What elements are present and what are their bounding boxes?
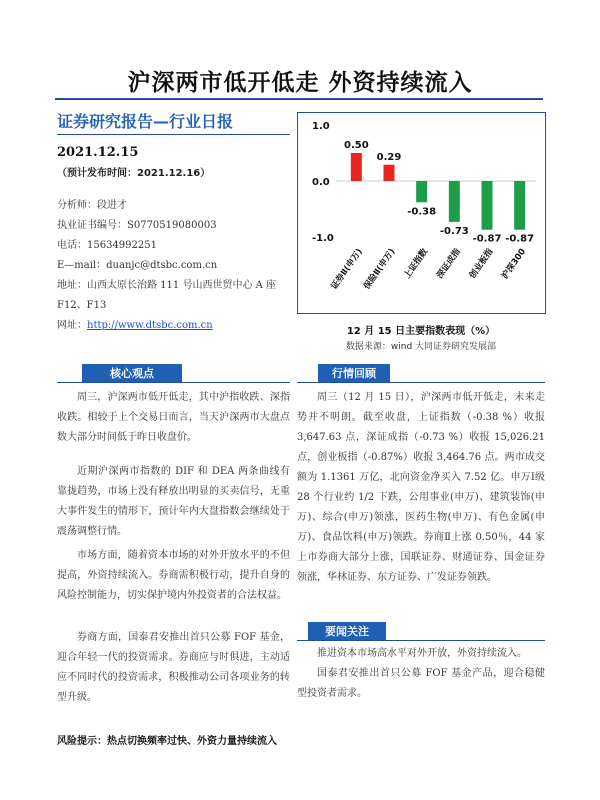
publish-time: （预计发布时间：2021.12.16） [57,168,211,179]
report-type: 证券研究报告—行业日报 [57,112,234,131]
analyst-address: 地址：山西太原长治路 111 号山西世贸中心 A 座 [57,280,277,291]
analyst-license: 执业证书编号：S0770519080003 [57,220,217,231]
news-item-1: 推进资本市场高水平对外开放，外资持续流入。 [317,648,527,659]
title-divider [55,98,543,100]
section-divider-core [57,382,290,383]
category-label: 创业板指 [467,246,496,281]
data-label: -0.38 [407,206,437,218]
report-date: 2021.12.15 [57,145,139,160]
category-label: 上证指数 [402,246,431,281]
website-link[interactable]: http://www.dtsbc.com.cn [87,320,213,331]
bar [482,181,493,230]
section-tab-news: 要闻关注 [308,622,386,641]
category-label: 深证成指 [435,246,463,281]
data-label: -0.87 [505,233,535,245]
core-paragraph-3: 市场方面，随着资本市场的对外开放水平的不但提高，外资持续流入。券商需积极行动，提升自身的风险控制能力，切实保护境内外投资者的合法权益。 [57,550,290,601]
bar [514,181,525,230]
category-label: 保险Ⅱ(申万) [362,246,398,292]
section-divider-market [297,382,545,383]
chart-source: 数据来源：wind 大同证券研究发展部 [345,342,497,352]
analyst-email: E—mail：duanjc@dtsbc.com.cn [57,260,218,271]
y-tick-label: 1.0 [312,121,330,132]
market-review-paragraph: 周三（12 月 15 日），沪深两市低开低走，未来走势并不明朗。截至收盘，上证指数（-0.38 %）收报 3,647.63 点，深证成指（-0.73 %）收报 15,026.21 点，创业板指（-0.87%）收报 3,464.76 点。两市成交额为 1.1361 万亿，北向资金净买入 7.52 亿。申万Ⅰ级 28 个行业约 1/2 下跌，公用事业(申万)、建筑装饰(申万)、综合(申万)领涨，医药生物(申万)、有色金属(申万)、食品饮料(申万)领跌。券商Ⅱ上涨 0.50％，44 家上市券商大部分上涨，国联证券、财通证券、国金证券领涨，华林证券、东方证券、广发证券领跌。 [297,392,545,583]
website-label: 网址： [57,320,87,331]
core-paragraph-1: 周三，沪深两市低开低走，其中沪指收跌、深指收跌。相较于上个交易日而言，当天沪深两市大盘点数大部分时间低于昨日收盘价。 [57,392,290,443]
section-tab-core: 核心观点 [82,364,182,383]
page-title: 沪深两市低开低走 外资持续流入 [127,70,473,96]
news-item-2: 国泰君安推出首只公募 FOF 基金产品，迎合稳健型投资者需求。 [297,668,545,699]
bar [351,153,362,181]
category-label: 沪深300 [500,246,529,282]
y-tick-label: -1.0 [312,233,334,244]
core-paragraph-2: 近期沪深两市指数的 DIF 和 DEA 两条曲线有靠拢趋势，市场上没有释放出明显的买卖信号，无重大事件发生的情形下，预计年内大盘指数会继续处于震荡调整行情。 [57,466,290,537]
report-type-divider [57,134,290,135]
bar [449,181,460,222]
data-label: -0.87 [472,233,502,245]
section-tab-market: 行情回顾 [318,364,390,383]
index-performance-chart [297,112,546,314]
chart-caption: 12 月 15 日主要指数表现（%） [346,326,496,337]
section-divider-news [297,640,545,641]
analyst-phone: 电话：15634992251 [57,240,157,251]
y-tick-label: 0.0 [312,177,330,188]
chart-canvas [298,113,545,313]
risk-warning: 风险提示：热点切换频率过快、外资力量持续流入 [57,736,277,747]
analyst-address-cont: F12、F13 [57,300,107,311]
data-label: -0.73 [439,225,469,237]
category-label: 证券Ⅱ(申万) [329,246,365,292]
analyst-name: 分析师：段进才 [57,200,127,211]
data-label: 0.50 [343,140,369,151]
bar [384,165,395,181]
analyst-website-row [57,316,213,331]
data-label: 0.29 [376,151,402,163]
core-paragraph-4: 券商方面，国泰君安推出首只公募 FOF 基金，迎合年轻一代的投资需求。券商应与时俱进，主动适应不同时代的投资需求，积极推动公司各项业务的转型升级。 [57,632,290,703]
bar [416,181,427,202]
